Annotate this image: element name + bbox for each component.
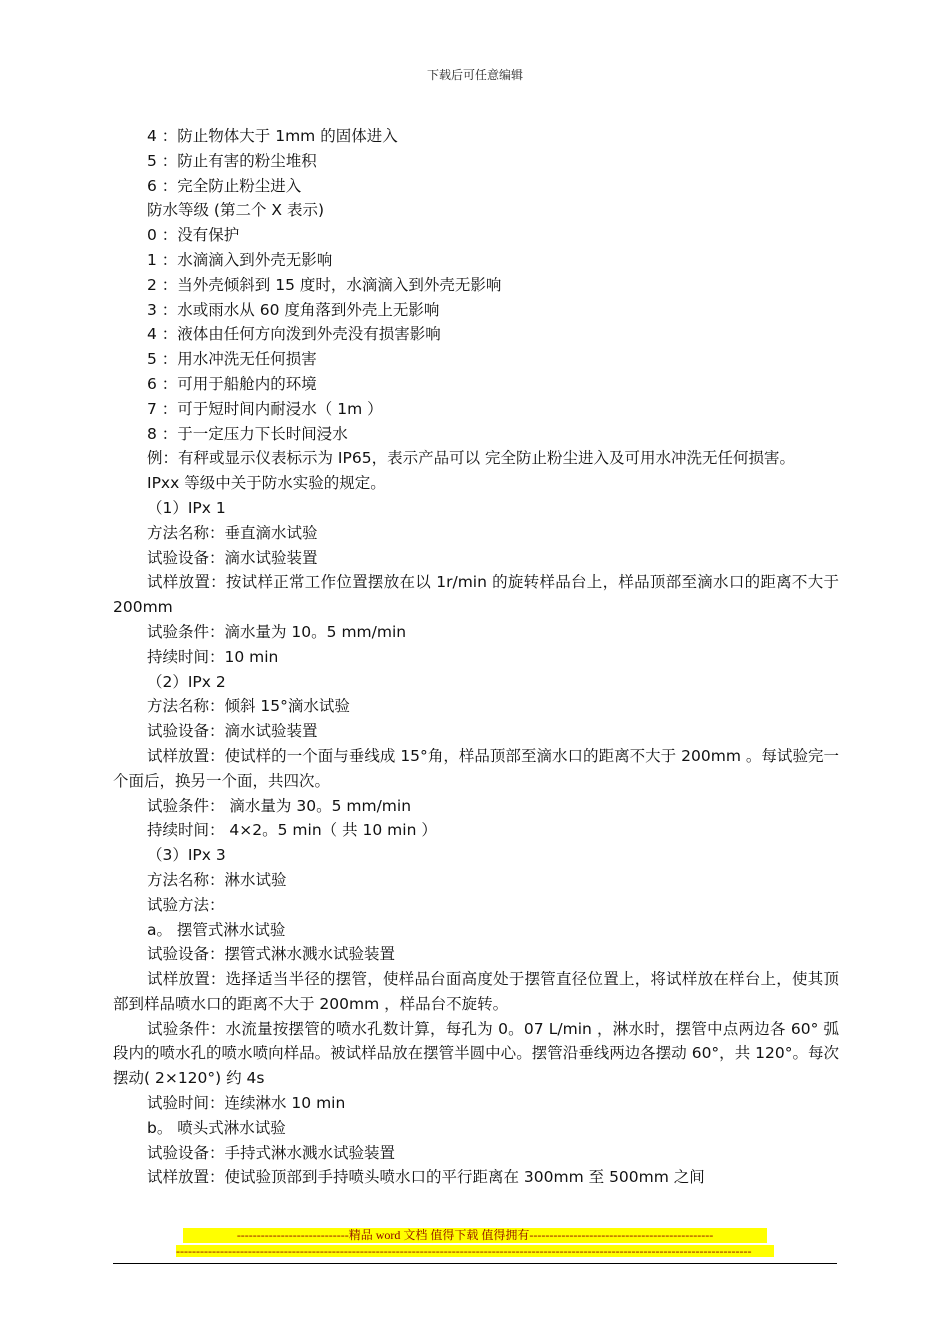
footer-banner-dashes: ------------------------------------------------------------------------------------------------------------------------------------------------: [176, 1245, 774, 1257]
page-header: 下载后可任意编辑: [426, 68, 523, 82]
paragraph-line: 试验方法：: [147, 895, 225, 914]
paragraph-line: 试验设备：滴水试验装置: [147, 548, 318, 567]
paragraph-line: b。 喷头式淋水试验: [147, 1118, 286, 1137]
footer-rule: [113, 1263, 837, 1264]
paragraph-line: a。 摆管式淋水试验: [147, 920, 286, 939]
paragraph-line: 试样放置：使试验顶部到手持喷头喷水口的平行距离在 300mm 至 500mm 之间: [147, 1168, 705, 1187]
paragraph-line: 3 ：水或雨水从 60 度角落到外壳上无影响: [147, 300, 440, 319]
paragraph-line: 方法名称：垂直滴水试验: [147, 523, 318, 542]
paragraph-line: 方法名称：淋水试验: [147, 870, 287, 889]
paragraph-line: 试样放置：使试样的一个面与垂线成 15°角，样品顶部至滴水口的距离不大于 200mm 。每试验完一个面后，换另一个面，共四次。: [113, 746, 839, 790]
paragraph-line: 5 ：防止有害的粉尘堆积: [147, 151, 317, 170]
document-body: [113, 124, 839, 1190]
paragraph-line: 试验条件：滴水量为 10。5 mm/min: [147, 622, 407, 641]
paragraph-line: 2 ：当外壳倾斜到 15 度时，水滴滴入到外壳无影响: [147, 275, 502, 294]
paragraph-line: 持续时间： 4×2。5 min（ 共 10 min ）: [147, 821, 437, 840]
paragraph-line: 试验时间：连续淋水 10 min: [147, 1094, 346, 1113]
paragraph-line: 1 ：水滴滴入到外壳无影响: [147, 250, 333, 269]
paragraph-line: 试验设备：滴水试验装置: [147, 722, 318, 741]
paragraph-line: 试验条件： 滴水量为 30。5 mm/min: [147, 796, 412, 815]
paragraph-line: 8 ：于一定压力下长时间浸水: [147, 424, 348, 443]
paragraph-line: 4 ：液体由任何方向泼到外壳没有损害影响: [147, 325, 441, 344]
paragraph-line: 4 ：防止物体大于 1mm 的固体进入: [147, 127, 398, 145]
page-footer: [0, 1228, 950, 1257]
paragraph-line: 试样放置：按试样正常工作位置摆放在以 1r/min 的旋转样品台上，样品顶部至滴水口的距离不大于 200mm: [113, 573, 839, 617]
paragraph-line: 6 ：完全防止粉尘进入: [147, 176, 302, 195]
paragraph-line: 试验设备：摆管式淋水溅水试验装置: [147, 945, 396, 964]
paragraph-line: 方法名称：倾斜 15°滴水试验: [147, 697, 350, 716]
paragraph-line: 例：有秤或显示仪表标示为 IP65，表示产品可以 完全防止粉尘进入及可用水冲洗无任何损害。: [147, 449, 795, 468]
paragraph-line: 7 ：可于短时间内耐浸水（ 1m ）: [147, 399, 383, 418]
paragraph-line: 试验设备：手持式淋水溅水试验装置: [147, 1143, 396, 1162]
paragraph-line: （1）IPx 1: [147, 498, 226, 517]
footer-banner: ----------------------------精品 word 文档 值得下载 值得拥有----------------------------------------------: [183, 1228, 767, 1243]
paragraph-line: 0 ：没有保护: [147, 226, 240, 245]
paragraph-line: 试验条件：水流量按摆管的喷水孔数计算，每孔为 0。07 L/min ，淋水时，摆管中点两边各 60° 弧段内的喷水孔的喷水喷向样品。被试样品放在摆管半圆中心。摆管沿垂线两边各摆动 60°，共 120°。每次摆动( 2×120°) 约 4s: [113, 1019, 839, 1088]
paragraph-line: 5 ：用水冲洗无任何损害: [147, 350, 317, 369]
paragraph-line: 持续时间：10 min: [147, 647, 279, 666]
paragraph-line: IPxx 等级中关于防水实验的规定。: [147, 474, 386, 493]
paragraph-line: （3）IPx 3: [147, 846, 226, 865]
paragraph-line: 试样放置：选择适当半径的摆管，使样品台面高度处于摆管直径位置上，将试样放在样台上，使其顶部到样品喷水口的距离不大于 200mm ，样品台不旋转。: [113, 970, 839, 1013]
paragraph-line: 6 ：可用于船舱内的环境: [147, 374, 317, 393]
paragraph-line: （2）IPx 2: [147, 672, 226, 691]
paragraph-line: 防水等级 (第二个 X 表示): [147, 201, 324, 220]
